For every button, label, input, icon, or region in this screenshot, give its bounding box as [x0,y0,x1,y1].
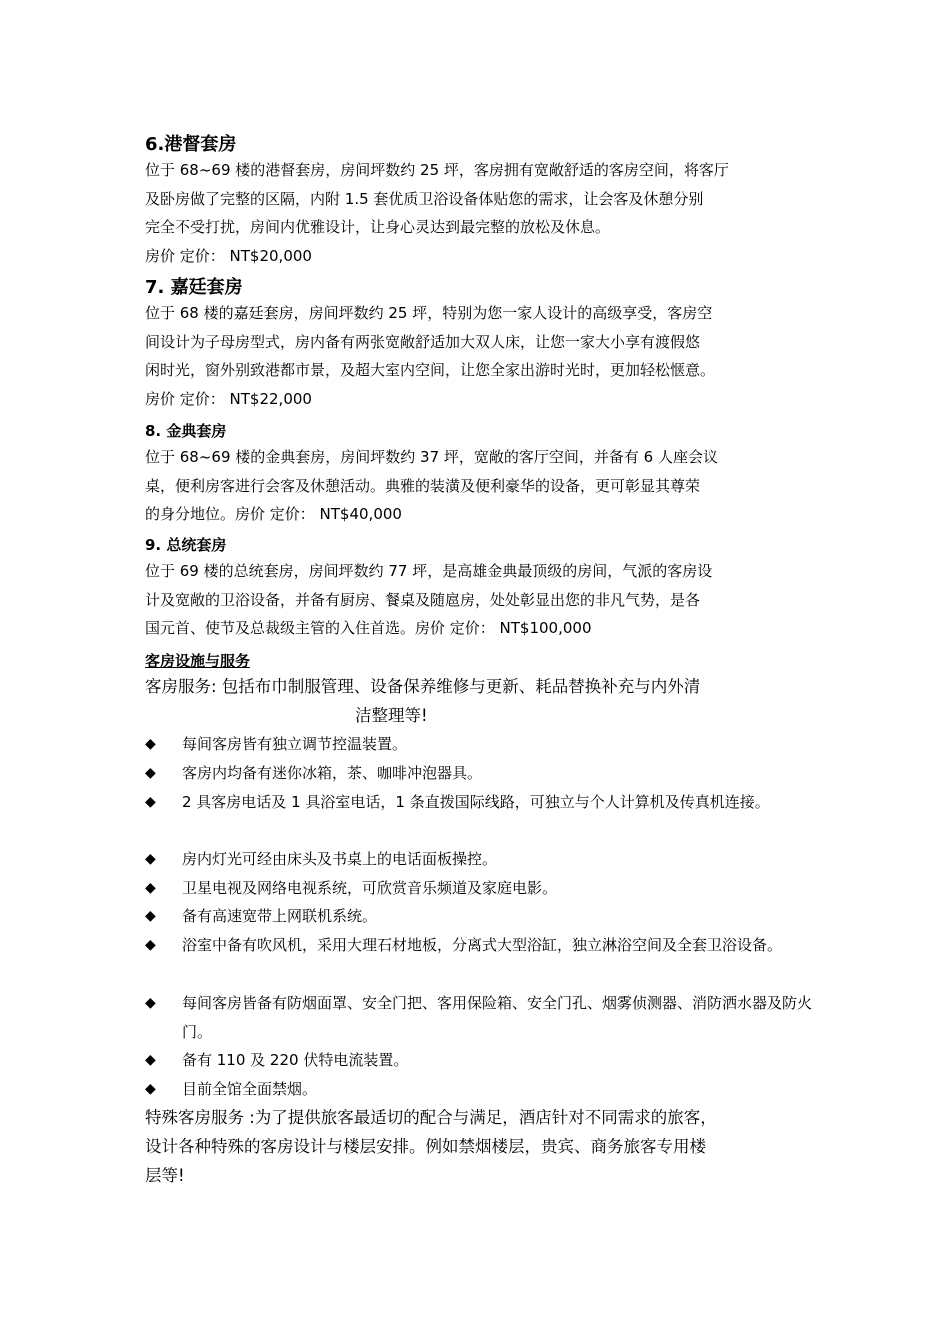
text-line: 位于 68~69 楼的港督套房，房间坪数约 25 坪，客房拥有宽敞舒适的客房空间，将客厅 [145,161,729,179]
diamond-bullet-icon: ◆ [145,880,156,896]
bullet-text: 浴室中备有吹风机，采用大理石材地板，分离式大型浴缸，独立淋浴空间及全套卫浴设备。 [182,936,783,954]
text-line: 国元首、使节及总裁级主管的入住首选。房价 定价： NT$100,000 [145,619,592,637]
diamond-bullet-icon: ◆ [145,765,156,781]
bullet-text: 每间客房皆备有防烟面罩、安全门把、客用保险箱、安全门孔、烟雾侦测器、消防洒水器及防火门。 [182,994,813,1041]
text-line: 特殊客房服务 :为了提供旅客最适切的配合与满足，酒店针对不同需求的旅客， [145,1108,717,1127]
diamond-bullet-icon: ◆ [145,851,156,867]
bullet-text: 卫星电视及网络电视系统，可欣赏音乐频道及家庭电影。 [182,879,558,897]
special-service-paragraph [145,1103,825,1190]
text-line: 桌，便利房客进行会客及休憩活动。典雅的装潢及便利豪华的设备，更可彰显其尊荣 [145,476,701,495]
service-paragraph [145,672,825,730]
text-line: 闲时光，窗外别致港都市景，及超大室内空间，让您全家出游时光时，更加轻松惬意。 [145,361,716,379]
diamond-bullet-icon: ◆ [145,995,156,1011]
section-body-7 [145,299,825,413]
section-body-6 [145,156,825,270]
bullet-text: 备有高速宽带上网联机系统。 [182,907,378,925]
text-line: 位于 68 楼的嘉廷套房，房间坪数约 25 坪，特别为您一家人设计的高级享受，客房空 [145,304,713,322]
text-line: 间设计为子母房型式，房内备有两张宽敞舒适加大双人床，让您一家大小享有渡假悠 [145,332,701,351]
section-body-8 [145,443,825,529]
bullet-text: 2 具客房电话及 1 具浴室电话，1 条直拨国际线路，可独立与个人计算机及传真机连接。 [182,793,770,811]
text-line: 位于 69 楼的总统套房，房间坪数约 77 坪，是高雄金典最顶级的房间，气派的客房设 [145,562,713,580]
price-line: 房价 定价： NT$20,000 [145,246,312,265]
text-line: 完全不受打扰，房间内优雅设计，让身心灵达到最完整的放松及休息。 [145,218,611,236]
section-body-9 [145,557,825,643]
diamond-bullet-icon: ◆ [145,794,156,810]
bullet-text: 备有 110 及 220 伏特电流装置。 [182,1051,409,1069]
facilities-title: 客房设施与服务 [145,652,251,670]
diamond-bullet-icon: ◆ [145,937,156,953]
diamond-bullet-icon: ◆ [145,908,156,924]
diamond-bullet-icon: ◆ [145,736,156,752]
bullet-text: 每间客房皆有独立调节控温装置。 [182,735,408,753]
text-line: 层等! [145,1166,185,1185]
text-line: 客房服务: 包括布巾制服管理、设备保养维修与更新、耗品替换补充与内外清 [145,677,701,696]
text-line: 位于 68~69 楼的金典套房，房间坪数约 37 坪，宽敞的客厅空间，并备有 6 人座会议 [145,448,718,466]
text-line: 的身分地位。房价 定价： NT$40,000 [145,505,402,523]
diamond-bullet-icon: ◆ [145,1081,156,1097]
section-heading-6: 6.港督套房 [145,134,237,155]
text-line: 洁整理等! [355,706,428,725]
diamond-bullet-icon: ◆ [145,1052,156,1068]
text-line: 及卧房做了完整的区隔，内附 1.5 套优质卫浴设备体贴您的需求，让会客及休憩分别 [145,189,704,208]
bullet-text: 房内灯光可经由床头及书桌上的电话面板操控。 [182,850,498,868]
section-heading-8: 8. 金典套房 [145,422,227,440]
section-heading-7: 7. 嘉廷套房 [145,277,243,298]
text-line: 设计各种特殊的客房设计与楼层安排。例如禁烟楼层，贵宾、商务旅客专用楼 [145,1137,706,1156]
price-line: 房价 定价： NT$22,000 [145,389,312,408]
bullet-text: 客房内均备有迷你冰箱，茶、咖啡冲泡器具。 [182,764,483,782]
section-heading-9: 9. 总统套房 [145,536,227,554]
text-line: 计及宽敞的卫浴设备，并备有厨房、餐桌及随扈房，处处彰显出您的非凡气势，是各 [145,590,701,609]
bullet-text: 目前全馆全面禁烟。 [182,1080,318,1098]
